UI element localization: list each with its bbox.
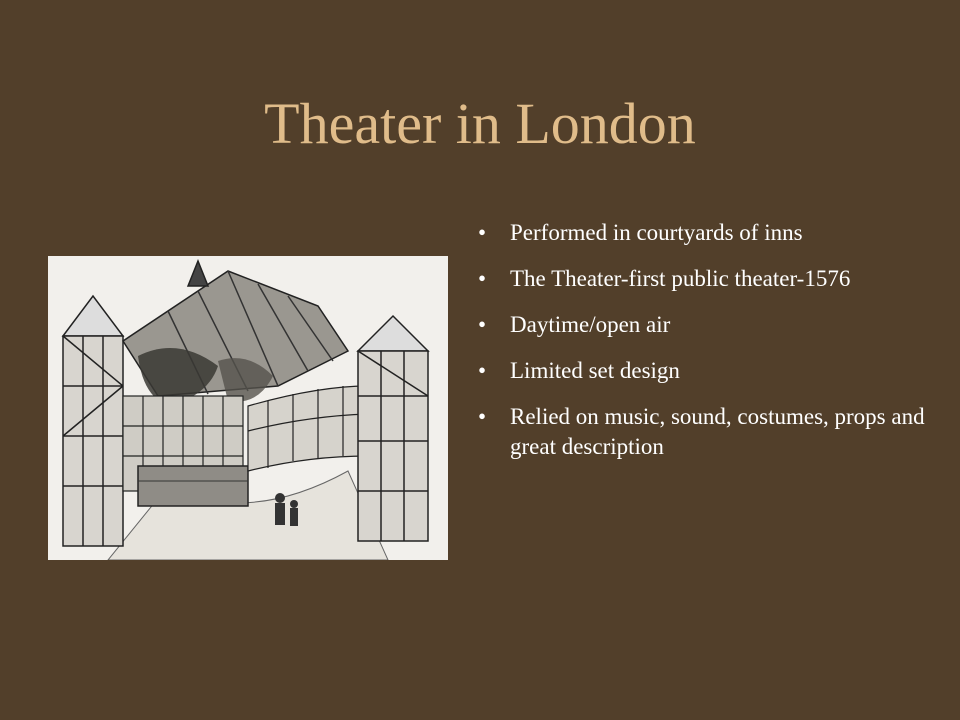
bullet-text: Limited set design bbox=[510, 358, 680, 383]
bullet-item bbox=[478, 218, 938, 248]
bullet-marker: • bbox=[478, 312, 487, 337]
bullet-item bbox=[478, 356, 938, 386]
bullet-marker: • bbox=[478, 220, 487, 245]
bullet-marker: • bbox=[478, 266, 487, 291]
bullet-marker: • bbox=[478, 404, 487, 429]
bullet-item bbox=[478, 310, 938, 340]
bullet-list bbox=[478, 218, 938, 478]
theater-illustration bbox=[48, 256, 448, 560]
slide-title: Theater in London bbox=[264, 91, 696, 156]
globe-theater-sketch bbox=[48, 256, 448, 560]
bullet-marker: • bbox=[478, 358, 487, 383]
bullet-text: Daytime/open air bbox=[510, 312, 671, 337]
bullet-text: Relied on music, sound, costumes, props and great description bbox=[510, 404, 925, 459]
bullet-item bbox=[478, 402, 938, 462]
bullet-item bbox=[478, 264, 938, 294]
bullet-text: Performed in courtyards of inns bbox=[510, 220, 803, 245]
bullet-text: The Theater-first public theater-1576 bbox=[510, 266, 851, 291]
